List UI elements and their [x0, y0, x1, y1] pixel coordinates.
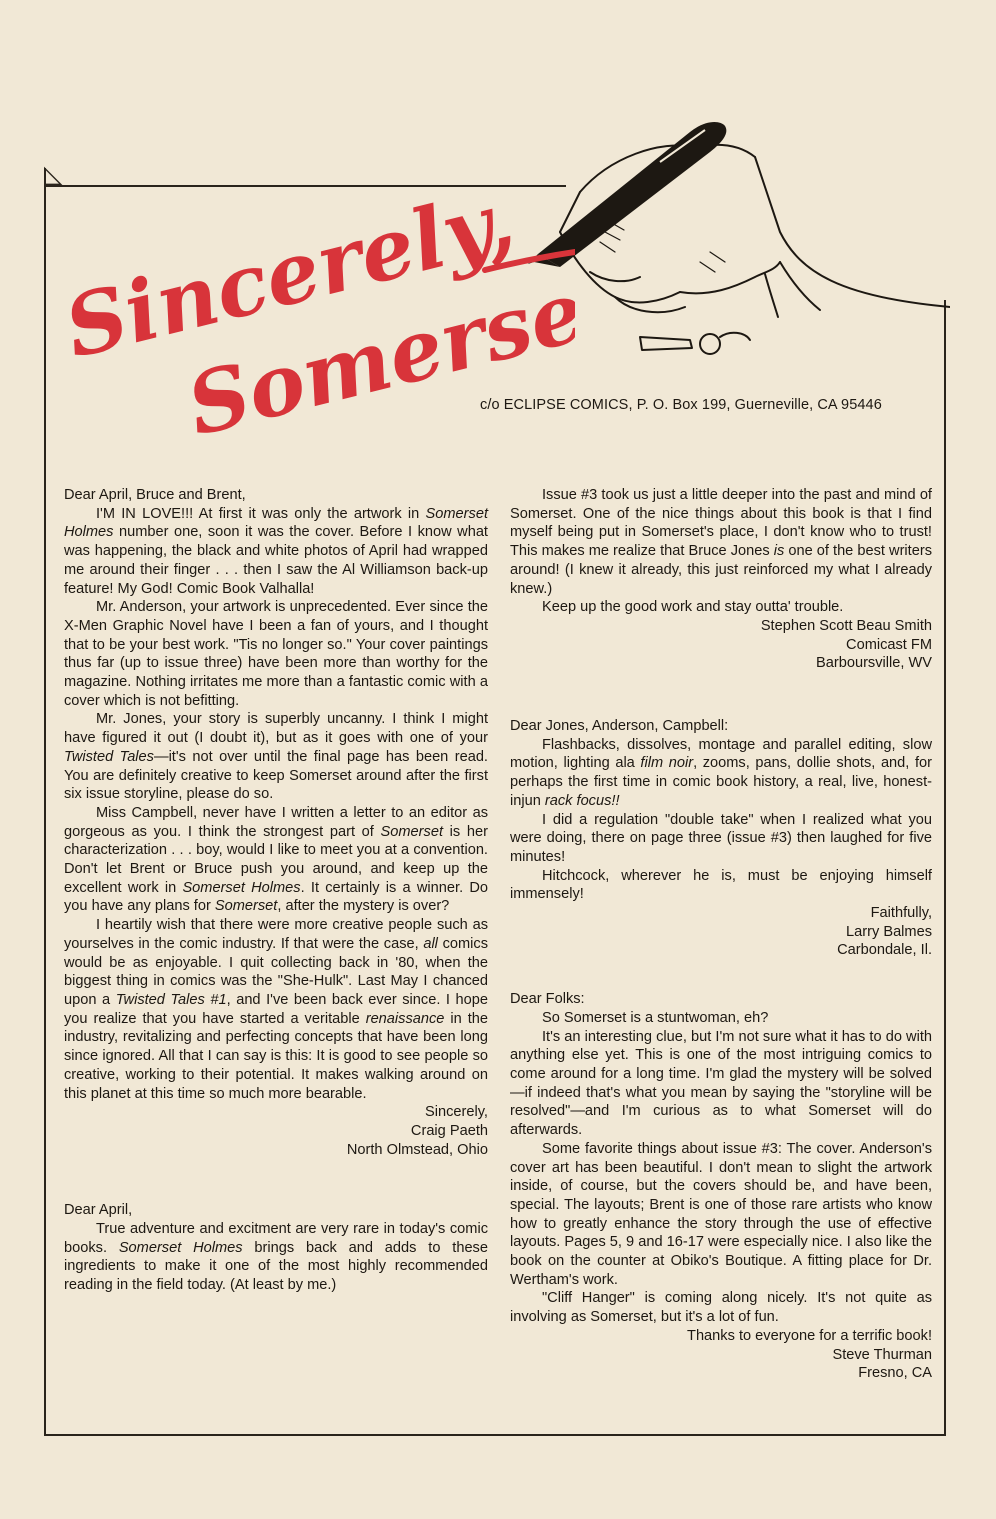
letter-salutation: Dear April,	[64, 1202, 133, 1219]
letter-steve-thurman	[510, 990, 932, 1383]
letter-signature: Faithfully, Larry Balmes Carbondale, Il.	[837, 905, 932, 959]
logo-line-somerset: Somerset	[177, 251, 575, 440]
letter-craig-paeth	[64, 486, 488, 1159]
right-column	[510, 486, 932, 1383]
letter-paragraph: Miss Campbell, never have I written a letter to an editor as gorgeous as you. I think the strongest part of Somerset is her characterization . . . boy, would I like to meet you at a convention. Don't let Brent or Bruce push you around, and keep up the excellent work in Somerset Holmes. It certainly is a winner. Do you have any plans for Somerset, after the mystery is over?	[64, 804, 489, 915]
letter-paragraph: It's an interesting clue, but I'm not sure what it has to do with anything else yet. This is one of the most intriguing comics to come around for a long time. I'm glad the mystery will be solved—if indeed that's what you mean by saying the "storyline will be resolved"—and I'm curious as to what Somerset will do afterwards.	[510, 1028, 932, 1139]
letter-paragraph: "Cliff Hanger" is coming along nicely. It's not quite as involving as Somerset, but it's a lot of fun.	[510, 1290, 932, 1326]
letter-salutation: Dear Jones, Anderson, Campbell:	[510, 718, 729, 735]
letter-paragraph: Mr. Jones, your story is superbly uncanny. I think I might have figured it out (I doubt it), but as it goes with one of your Twisted Tales—it's not over until the final page has been read. You are definitely creative to keep Somerset around after the first six issue storyline, please do so.	[64, 711, 488, 803]
letter-signature: Stephen Scott Beau Smith Comicast FM Barboursville, WV	[760, 617, 932, 672]
letter-paragraph: Some favorite things about issue #3: The cover. Anderson's cover art has been beautiful. I don't mean to slight the artwork inside, of course, but the covers should be, and have been, special. The layouts; Brent is one of those rare artists who know how to greatly enhance the story through the use of effective layouts. Pages 5, 9 and 16-17 were especially nice. I also like the book on the counter at Obiko's Boutique. A fitting place for Dr. Wertham's work.	[510, 1140, 932, 1288]
letter-paragraph: I did a regulation "double take" when I realized what you were doing, there on page three (issue #3) then laughed for five minutes!	[510, 811, 932, 865]
letter-paragraph: Thanks to everyone for a terrific book!	[687, 1327, 932, 1344]
letter-paragraph: Hitchcock, wherever he is, must be enjoying himself immensely!	[510, 867, 932, 903]
letter-paragraph: Mr. Anderson, your artwork is unprecedented. Ever since the X-Men Graphic Novel have I been a fan of yours, and I thought that to be your best work. "Tis no longer so." Your cover paintings thus far (up to issue three) have been more than worthy for the magazine. Nothing irritates me more than a fantastic comic with a cover which is not befitting.	[64, 599, 488, 709]
hand-with-pen-illustration	[520, 112, 950, 372]
letter-paragraph: Issue #3 took us just a little deeper into the past and mind of Somerset. One of the nice things about this book is that I find myself being put in Somerset's place, I don't know who to trust! This makes me realize that Bruce Jones is one of the best writers around! (I knew it already, this just reinforced my what I already knew.)	[510, 487, 932, 597]
letter-larry-balmes	[510, 717, 932, 960]
logo-line-sincerely: Sincerely,	[55, 170, 524, 378]
letter-paragraph: True adventure and excitment are very rare in today's comic books. Somerset Holmes brings back and adds to these ingredients to make it one of the most highly recommended reading in the field today. (At least by me.)	[64, 1221, 488, 1294]
letter-paragraph: Flashbacks, dissolves, montage and parallel editing, slow motion, lighting ala film noir, zooms, pans, dollie shots, and, for perhaps the first time in comic book history, a real, live, honest-injun rack focus!!	[510, 736, 932, 809]
letter-paragraph: I'M IN LOVE!!! At first it was only the artwork in Somerset Holmes number one, soon it was the cover. Before I know what was happening, the black and white photos of April had wrapped me around their finger . . . then I saw the Al Williamson back-up feature! My God! Comic Book Valhalla!	[64, 505, 488, 597]
left-column	[64, 486, 488, 1295]
letter-salutation: Dear April, Bruce and Brent,	[64, 487, 246, 503]
letter-paragraph: So Somerset is a stuntwoman, eh?	[542, 1009, 769, 1026]
letter-dear-april	[64, 1201, 488, 1295]
letter-signature: Steve Thurman Fresno, CA	[832, 1346, 932, 1382]
letter-salutation: Dear Folks:	[510, 991, 585, 1008]
hand-pen-icon	[520, 112, 950, 372]
corner-mark: ◺	[44, 160, 63, 188]
letter-stephen-smith	[510, 486, 932, 673]
mailing-address: c/o ECLIPSE COMICS, P. O. Box 199, Guerneville, CA 95446	[480, 397, 882, 413]
frame-right-rule	[944, 300, 946, 1436]
letter-paragraph: I heartily wish that there were more creative people such as yourselves in the comic industry. If that were the case, all comics would be as enjoyable. I quit collecting back in '80, when the biggest thing in comics was the "She-Hulk". Last May I chanced upon a Twisted Tales #1, and I've been back ever since. I hope you realize that you have started a veritable renaissance in the industry, revitalizing and perfecting concepts that have been long since ignored. All that I can say is this: It is good to see people so creative, working to their potential. It makes walking around on this planet at this time so much more bearable.	[64, 917, 489, 1102]
letter-paragraph: Keep up the good work and stay outta' trouble.	[542, 599, 844, 616]
letter-signature: Sincerely, Craig Paeth North Olmstead, Ohio	[346, 1104, 488, 1158]
